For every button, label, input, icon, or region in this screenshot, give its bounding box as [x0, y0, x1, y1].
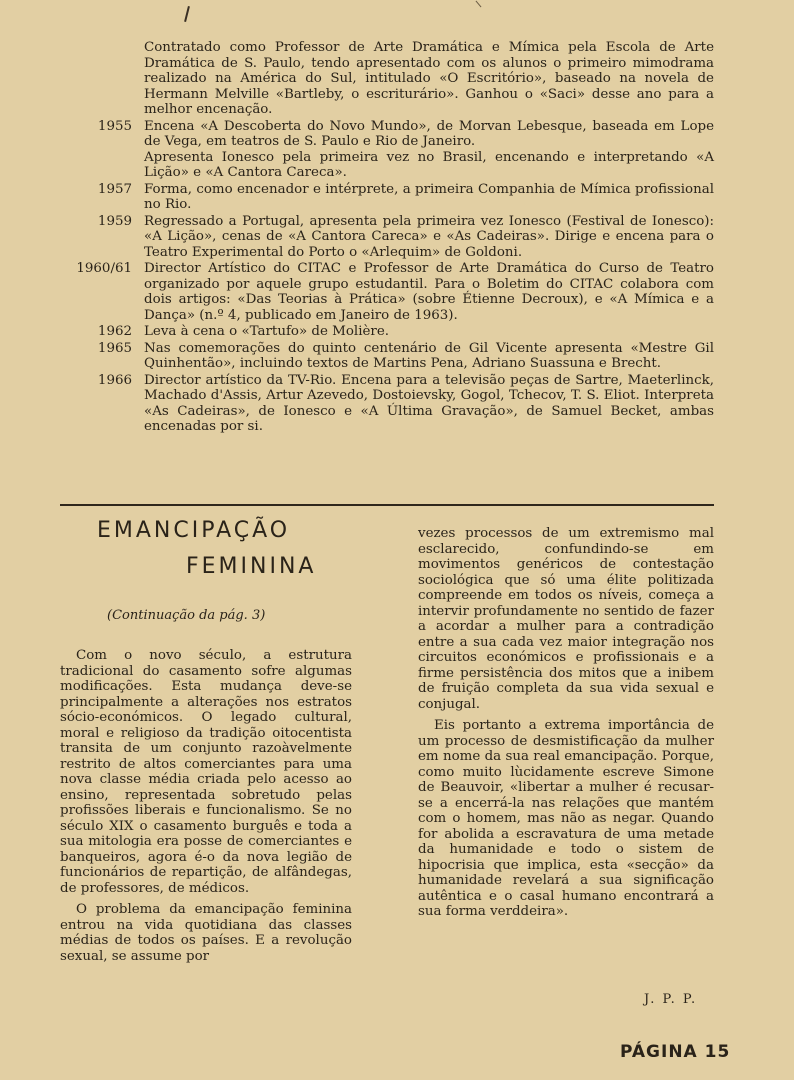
article-paragraph: Com o novo século, a estrutura tradicional do casamento sofre algumas modificações. Esta mudança deve-se principalmente a alterações nos estratos sócio-económicos. O legado cultural, moral e religioso da tradição oitocentista transita de um conjunto razoàvelmente restrito de altos comerciantes para uma nova classe média criada pelo acesso ao ensino, representada sobretudo pelas profissões liberais e funcionalismo. Se no século XIX o casamento burguês e toda a sua mitologia era posse de comerciantes e banqueiros, agora é-o da nova legião de funcionários de repartição, de alfândegas, de professores, de médicos. — [60, 648, 352, 896]
chronology-year: 1959 — [97, 213, 132, 229]
chronology-text — [132, 40, 714, 118]
article-paragraph: O problema da emancipação feminina entrou na vida quotidiana das classes médias de todos os países. E a revolução sexual, se assume por — [60, 902, 352, 964]
chronology-entry — [60, 261, 714, 323]
chronology-paragraph: Regressado a Portugal, apresenta pela primeira vez Ionesco (Festival de Ionesco): «A Lição», cenas de «A Cantora Careca» e «As Cadeiras». Dirige e encena para o Teatro Experimental do Porto o «Arlequim» de Goldoni. — [144, 213, 714, 260]
pen-mark — [184, 6, 190, 22]
chronology-year: 1957 — [97, 181, 132, 197]
chronology-entry — [60, 214, 714, 261]
article-paragraph: Eis portanto a extrema importância de um processo de desmistificação da mulher em nome da sua real emancipação. Porque, como muito lùcidamente escreve Simone de Beauvoir, «libertar a mulher é recusar-se a encerrá-la nas relações que mantém com o homem, mas não as negar. Quando for abolida a escravatura de uma metade da humanidade e todo o sistem de hipocrisia que implica, esta «secção» da humanidade revelará a sua significação autêntica e o casal humano encontrará a sua forma verddeira». — [418, 718, 714, 919]
chronology-paragraph: Director artístico da TV-Rio. Encena para a televisão peças de Sartre, Maeterlinck, Machado d'Assis, Artur Azevedo, Dostoievsky, Gogol, Tchecov, T. S. Eliot. Interpreta «As Cadeiras», de Ionesco e «A Última Gravação», de Samuel Becket, ambas encenadas por si. — [144, 372, 714, 434]
chronology-paragraph: Encena «A Descoberta do Novo Mundo», de Morvan Lebesque, baseada em Lope de Vega, em teatros de S. Paulo e Rio de Janeiro. — [144, 118, 714, 149]
scratch-mark — [476, 1, 482, 8]
chronology-year — [60, 40, 132, 118]
article-title-line2: FEMININA — [186, 554, 317, 579]
chronology-year: 1955 — [97, 118, 132, 134]
chronology-year: 1965 — [97, 340, 132, 356]
page-number: PÁGINA 15 — [620, 1042, 731, 1062]
chronology-text — [132, 261, 714, 323]
chronology-text — [132, 182, 714, 213]
chronology-entry — [60, 373, 714, 435]
section-divider — [60, 504, 714, 506]
chronology-entry — [60, 182, 714, 213]
chronology-text — [132, 324, 714, 340]
chronology-paragraph: Leva à cena o «Tartufo» de Molière. — [144, 324, 390, 339]
chronology-year: 1960/61 — [76, 261, 132, 276]
chronology-paragraph: Director Artístico do CITAC e Professor de Arte Dramática do Curso de Teatro organizado por aquele grupo estudantil. Para o Boletim do CITAC colabora com dois artigos: «Das Teorias à Prática» (sobre Étienne Decroux), e «A Mímica e a Dança» (n.º 4, publicado em Janeiro de 1963). — [144, 261, 714, 323]
chronology-year: 1962 — [97, 324, 132, 339]
chronology-text — [132, 119, 714, 181]
article-paragraph: vezes processos de um extremismo mal esclarecido, confundindo-se em movimentos genéricos de contestação sociológica que só uma élite politizada compreende em todos os níveis, começa a intervir profundamente no sentido de fazer a acordar a mulher para a contradição entre a sua cada vez maior integração nos circuitos económicos e profissionais e a firme persistência dos mitos que a inibem de fruição completa da sua vida sexual e conjugal. — [418, 526, 714, 712]
chronology-paragraph: Apresenta Ionesco pela primeira vez no Brasil, encenando e interpretando «A Lição» e «A Cantora Careca». — [144, 149, 714, 180]
article-title-line1: EMANCIPAÇÃO — [97, 518, 291, 543]
chronology-entry — [60, 119, 714, 181]
article-column-left — [60, 648, 352, 970]
author-signature: J. P. P. — [644, 992, 698, 1007]
chronology-text — [132, 214, 714, 261]
article-column-right — [418, 526, 714, 926]
chronology-paragraph: Contratado como Professor de Arte Dramática e Mímica pela Escola de Arte Dramática de S. Paulo, tendo apresentado com os alunos o primeiro mimodrama realizado na América do Sul, intitulado «O Escritório», baseado na novela de Hermann Melville «Bartleby, o escriturário». Ganhou o «Saci» desse ano para a melhor encenação. — [144, 40, 714, 117]
chronology-text — [132, 341, 714, 372]
continuation-note: (Continuação da pág. 3) — [107, 608, 266, 623]
chronology-entry — [60, 324, 714, 340]
chronology-paragraph: Forma, como encenador e intérprete, a primeira Companhia de Mímica profissional no Rio. — [144, 181, 714, 212]
chronology-entry — [60, 40, 714, 118]
chronology-year: 1966 — [97, 372, 132, 388]
chronology-list — [60, 40, 714, 436]
chronology-paragraph: Nas comemorações do quinto centenário de Gil Vicente apresenta «Mestre Gil Quinhentão», incluindo textos de Martins Pena, Adriano Suassuna e Brecht. — [144, 340, 714, 371]
chronology-text — [132, 373, 714, 435]
chronology-entry — [60, 341, 714, 372]
